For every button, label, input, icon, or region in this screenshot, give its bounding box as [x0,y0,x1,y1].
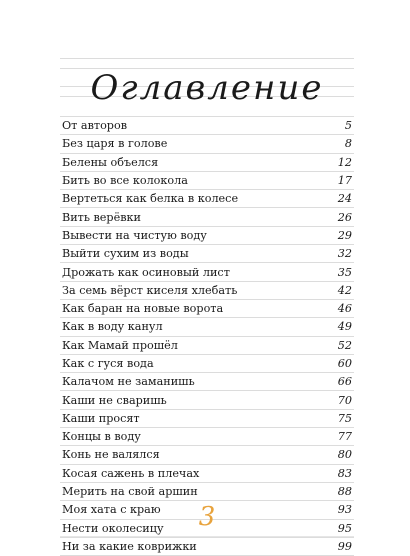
toc-entry-page: 99 [337,539,352,553]
toc-entry-page: 8 [344,137,352,151]
toc-entry-label: Каши просят [62,411,140,425]
toc-entry-label: От авторов [62,119,128,133]
toc-entry [60,428,354,446]
toc-entry-page: 42 [337,283,352,297]
toc-entry-page: 83 [337,466,352,480]
toc-entry [60,135,354,153]
toc-entry-page: 29 [337,228,352,242]
toc-entry-label: Калачом не заманишь [62,375,195,389]
toc-entry-page: 60 [337,357,352,370]
toc-entry-page: 12 [337,155,352,169]
toc-entry-label: За семь вёрст киселя хлебать [62,283,238,297]
toc-entry-label: Как с гуся вода [62,357,154,370]
toc-entry [60,373,354,391]
toc-entry [60,391,354,409]
toc-entry-label: Как Мамай прошёл [62,338,178,352]
toc-entry-label: Выйти сухим из воды [62,247,189,261]
toc-entry-label: Каши не сваришь [62,393,167,407]
toc-entry [60,355,354,373]
toc-entry [60,538,354,556]
toc-entry-label: Без царя в голове [62,137,168,151]
toc-entry-page: 35 [337,265,352,279]
toc-entry-page: 52 [337,338,352,352]
toc-entry [60,117,354,135]
toc-entry-label: Белены объелся [62,155,159,169]
toc-entry-page: 88 [337,485,352,499]
toc-entry [60,172,354,190]
toc-entry [60,300,354,318]
toc-entry-label: Вить верёвки [62,210,141,224]
toc-entry [60,446,354,464]
toc-entry-page: 46 [337,302,352,316]
toc-entry [60,337,354,355]
toc-entry-page: 26 [337,210,352,224]
toc-entry [60,410,354,428]
toc-entry-label: Концы в воду [62,430,141,444]
toc-entry-page: 95 [337,521,352,535]
page-title: Оглавление [90,68,324,108]
table-of-contents [60,116,354,556]
toc-entry [60,208,354,226]
toc-entry-label: Мерить на свой аршин [62,485,198,499]
toc-entry-label: Моя хата с краю [62,503,161,517]
toc-entry-page: 70 [337,393,352,407]
toc-entry-label: Как баран на новые ворота [62,302,224,316]
toc-entry-page: 93 [337,503,352,517]
toc-entry-page: 49 [337,320,352,334]
toc-entry [60,318,354,336]
toc-entry [60,227,354,245]
toc-entry [60,465,354,483]
toc-entry [60,190,354,208]
toc-entry-label: Как в воду канул [62,320,163,334]
toc-entry-label: Ни за какие коврижки [62,539,197,553]
toc-entry-label: Вывести на чистую воду [62,228,207,242]
toc-entry-label: Конь не валялся [62,448,160,462]
toc-entry [60,263,354,281]
toc-entry-page: 77 [337,430,352,444]
toc-entry-page: 24 [337,192,352,206]
toc-entry-label: Нести околесицу [62,521,164,535]
toc-entry-page: 66 [337,375,352,389]
toc-entry [60,154,354,172]
toc-entry [60,282,354,300]
toc-entry [60,483,354,501]
toc-entry-label: Бить во все колокола [62,174,188,188]
toc-entry-page: 17 [337,174,352,188]
bottom-rule [60,536,354,537]
toc-entry-label: Косая сажень в плечах [62,466,200,480]
toc-entry-label: Вертеться как белка в колесе [62,192,239,206]
toc-entry-page: 32 [337,247,352,261]
toc-entry-page: 80 [337,448,352,462]
toc-entry-page: 5 [344,119,352,133]
page-number: 3 [198,502,216,532]
toc-entry [60,245,354,263]
toc-entry-label: Дрожать как осиновый лист [62,265,230,279]
toc-entry-page: 75 [337,411,352,425]
